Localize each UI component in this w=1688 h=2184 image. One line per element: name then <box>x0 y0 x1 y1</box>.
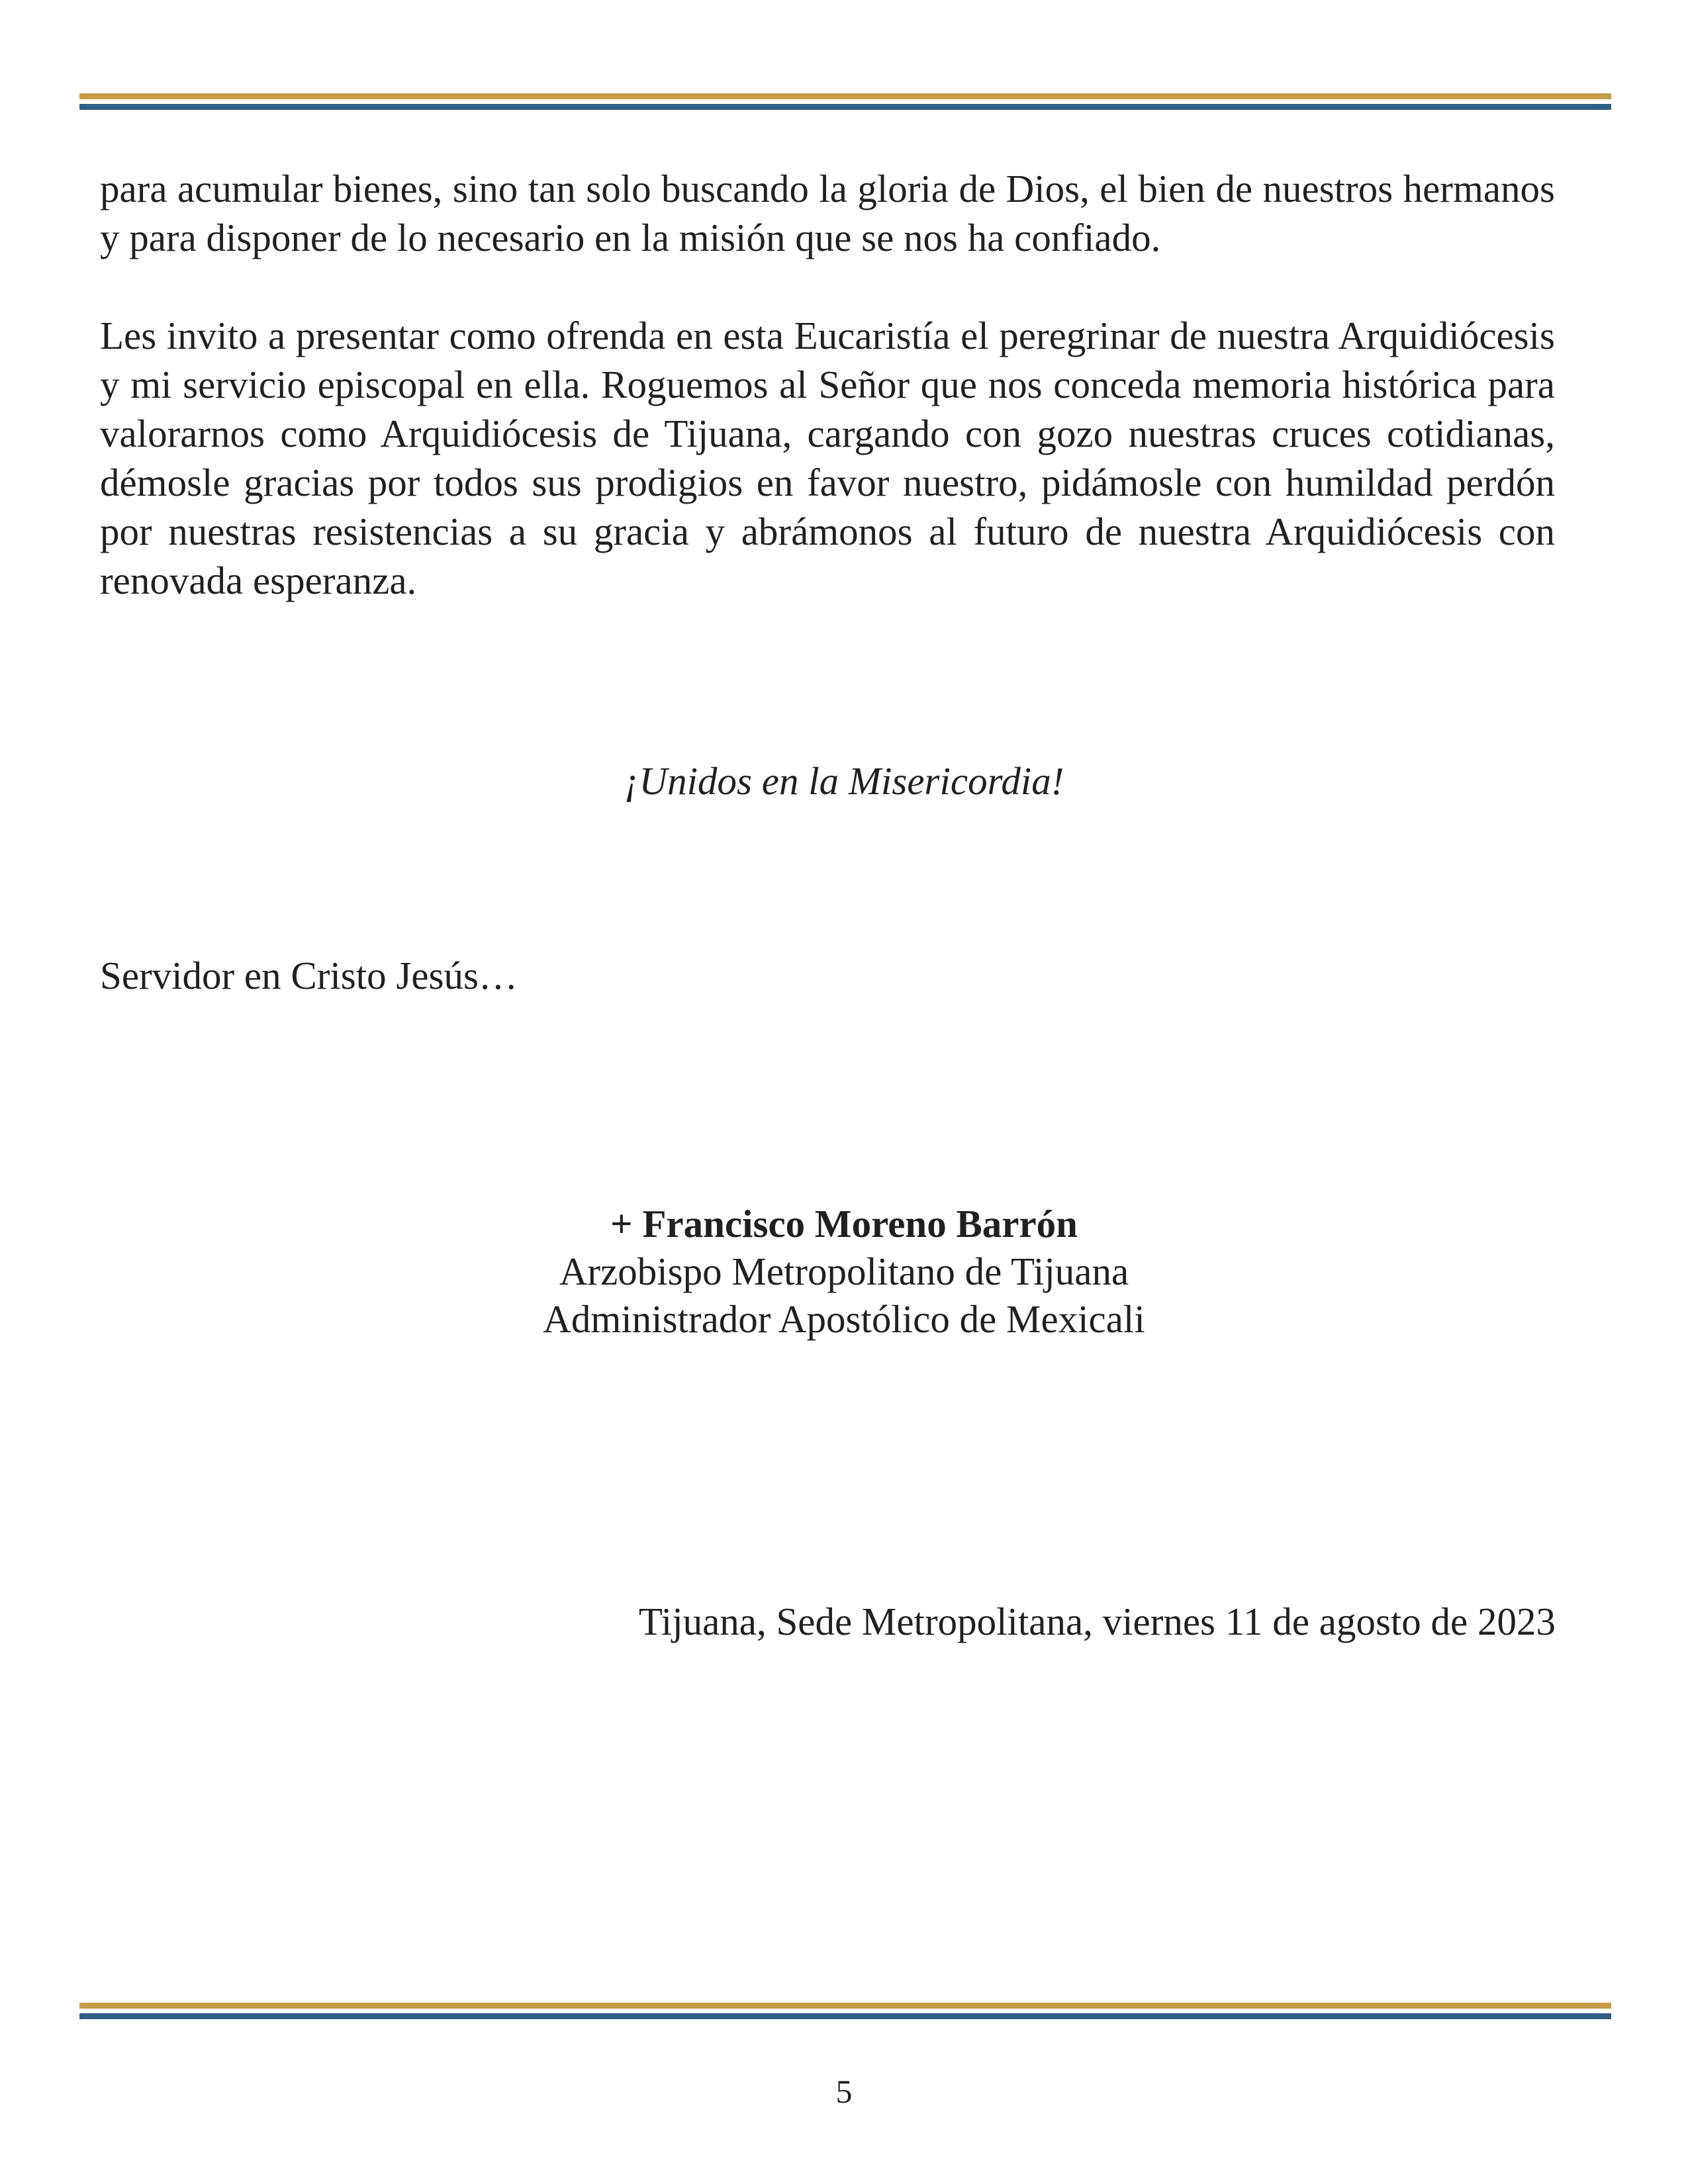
header-rule-blue <box>79 104 1611 110</box>
header-rule-gold <box>79 93 1611 99</box>
footer-rule-blue <box>79 2013 1611 2019</box>
place-and-date: Tijuana, Sede Metropolitana, viernes 11 de agosto de 2023 <box>638 1600 1556 1643</box>
signatory-title: Administrador Apostólico de Mexicali <box>543 1297 1145 1341</box>
signatory-name: + Francisco Moreno Barrón <box>610 1202 1078 1246</box>
motto: ¡Unidos en la Misericordia! <box>624 759 1064 803</box>
signatory-title: Arzobispo Metropolitano de Tijuana <box>559 1250 1129 1293</box>
body-paragraph: para acumular bienes, sino tan solo buscando la gloria de Dios, el bien de nuestros hermanos y para disponer de lo necesario en la misión que se nos ha confiado. <box>100 167 1555 259</box>
signature-block <box>0 1200 1688 1343</box>
page-number: 5 <box>835 2073 853 2110</box>
letter-body <box>100 164 1555 605</box>
footer-rule <box>79 2003 1611 2019</box>
closing-salutation: Servidor en Cristo Jesús… <box>100 954 518 997</box>
header-rule <box>79 93 1611 110</box>
body-paragraph: Les invito a presentar como ofrenda en esta Eucaristía el peregrinar de nuestra Arquidiócesis y mi servicio episcopal en ella. Roguemos al Señor que nos conceda memoria histórica para valorarnos como Arquidiócesis de Tijuana, cargando con gozo nuestras cruces cotidianas, démosle gracias por todos sus prodigios en favor nuestro, pidámosle con humildad perdón por nuestras resistencias a su gracia y abrámonos al futuro de nuestra Arquidiócesis con renovada esperanza. <box>100 314 1555 602</box>
footer-rule-gold <box>79 2003 1611 2009</box>
